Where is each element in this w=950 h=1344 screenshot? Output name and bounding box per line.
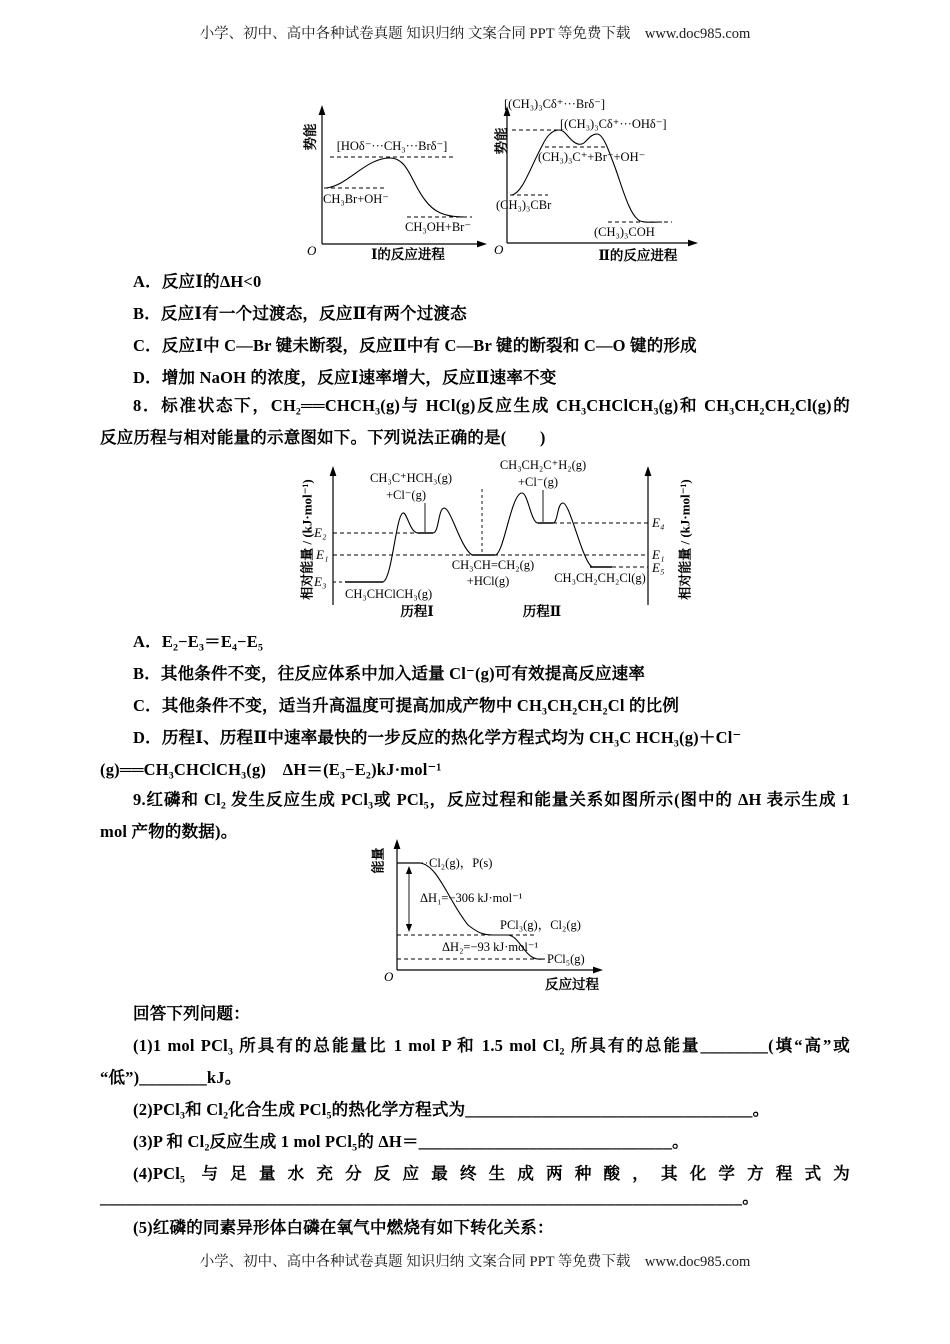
q9-stem-line2: mol 产物的数据)。	[100, 822, 238, 841]
q9-sub1-line2: “低”)________kJ。	[100, 1068, 242, 1087]
q9-answer-prompt: 回答下列问题：	[133, 1004, 250, 1023]
intermediate2-line1: CH₃CH₂C⁺H₂(g)	[499, 458, 587, 472]
dh1-arrow-down	[406, 924, 412, 932]
e2-label: E₂	[314, 525, 327, 540]
q7-option-a: A．反应Ⅰ的ΔH<0	[133, 272, 262, 291]
transition-state1-label: [(CH₃)₃Cδ⁺···Brδ⁻]	[504, 97, 606, 111]
middle-species-line1: CH₃CH=CH₂(g)	[451, 558, 535, 572]
y-arrowhead	[394, 839, 401, 849]
mid-level-label: PCl₃(g)，Cl₂(g)	[500, 918, 581, 932]
pathway2-label: 历程Ⅱ	[522, 604, 562, 619]
q8-option-b: B．其他条件不变，往反应体系中加入适量 Cl⁻(g)可有效提高反应速率	[133, 664, 646, 683]
q8-stem-line1: 8．标准状态下，CH₂══CHCH₃(g)与 HCl(g)反应生成 CH₃CHClCH₃(g)和 CH₃CH₂CH₂Cl(g)的	[133, 396, 850, 415]
dh1-arrow-up	[406, 866, 412, 874]
reaction-diagram-2	[490, 88, 705, 263]
reactants-label: (CH₃)₃CBr	[496, 198, 552, 212]
x-axis-label: Ⅱ的反应进程	[598, 248, 678, 263]
dh1-label: ΔH₁=−306 kJ·mol⁻¹	[420, 891, 523, 905]
x-arrowhead	[477, 241, 487, 248]
intermediate-label: (CH₃)₃C⁺+Br⁻+OH⁻	[538, 150, 646, 164]
q9-sub1-line1: (1)1 mol PCl₃ 所具有的总能量比 1 mol P 和 1.5 mol Cl₂ 所具有的总能量________(填“高”或	[133, 1036, 850, 1055]
q8-option-d-line2: (g)══CH₃CHClCH₃(g) ΔH＝(E₃−E₂)kJ·mol⁻¹	[100, 760, 442, 779]
q8-option-d-line1: D．历程Ⅰ、历程Ⅱ中速率最快的一步反应的热化学方程式均为 CH₃C HCH₃(g)＋Cl⁻	[133, 728, 742, 747]
top-level-label: Cl₂(g)，P(s)	[429, 856, 493, 870]
q8-left-axis-label: 相对能量 / (kJ·mol⁻¹)	[299, 479, 315, 600]
x-axis-label: Ⅰ的反应进程	[371, 247, 445, 262]
bottom-level-label: PCl₅(g)	[547, 952, 585, 966]
transition-state2-label: [(CH₃)₃Cδ⁺···OHδ⁻]	[560, 117, 667, 131]
q9-sub2: (2)PCl₃和 Cl₂化合生成 PCl₅的热化学方程式为__________________________________。	[133, 1100, 770, 1119]
product-right-label: CH₃CH₂CH₂Cl(g)	[554, 571, 646, 585]
transition-state-label: [HOδ⁻···CH₃···Brδ⁻]	[336, 139, 448, 153]
q9-sub4-blank-line: ____________________________________________________________________________。	[100, 1188, 759, 1207]
origin-label: O	[384, 969, 394, 984]
q8-option-a: A．E₂−E₃＝E₄−E₅	[133, 632, 264, 651]
x-axis-label: 反应过程	[545, 977, 599, 992]
q7-option-b: B．反应Ⅰ有一个过渡态，反应Ⅱ有两个过渡态	[133, 304, 467, 323]
pathway1-label: 历程Ⅰ	[400, 604, 434, 619]
e1-left-label: E₁	[316, 547, 329, 562]
q9-y-axis-label: 能量	[370, 847, 386, 874]
q9-sub3: (3)P 和 Cl₂反应生成 1 mol PCl₅的 ΔH＝______________________________。	[133, 1132, 689, 1151]
x-arrowhead	[593, 967, 603, 974]
intermediate2-line2: +Cl⁻(g)	[517, 475, 559, 489]
page-footer: 小学、初中、高中各种试卷真题 知识归纳 文案合同 PPT 等免费下载 www.doc985.com	[199, 1254, 751, 1270]
e1-right-label: E₁	[652, 547, 665, 562]
q7-option-c: C．反应Ⅰ中 C—Br 键未断裂，反应Ⅱ中有 C—Br 键的断裂和 C—O 键的形成	[133, 336, 697, 355]
products-label: (CH₃)₃COH	[594, 225, 655, 239]
origin-label: O	[494, 242, 504, 257]
reactants-label: CH₃Br+OH⁻	[323, 192, 389, 206]
product-left-label: CH₃CHClCH₃(g)	[345, 587, 433, 601]
diagram1-y-axis-label: 势能	[303, 123, 318, 151]
q9-energy-diagram	[330, 840, 620, 995]
q8-stem-line2: 反应历程与相对能量的示意图如下。下列说法正确的是( )	[100, 428, 546, 447]
q9-sub4: (4)PCl₅ 与足量水充分反应最终生成两种酸，其化学方程式为	[133, 1164, 850, 1183]
origin-label: O	[307, 243, 317, 258]
x-arrowhead	[688, 240, 698, 247]
products-label: CH₃OH+Br⁻	[405, 220, 471, 234]
intermediate1-line2: +Cl⁻(g)	[385, 488, 427, 502]
page-header: 小学、初中、高中各种试卷真题 知识归纳 文案合同 PPT 等免费下载 www.doc985.com	[199, 26, 751, 42]
e3-label: E₃	[314, 574, 327, 589]
e5-label: E₅	[652, 560, 665, 575]
q8-option-c: C．其他条件不变，适当升高温度可提高加成产物中 CH₃CH₂CH₂Cl 的比例	[133, 696, 680, 715]
q9-sub5: (5)红磷的同素异形体白磷在氧气中燃烧有如下转化关系：	[133, 1218, 554, 1237]
left-axis-arrowhead	[330, 466, 337, 476]
reaction-diagram-1	[293, 92, 493, 262]
right-axis-arrowhead	[645, 466, 652, 476]
q7-option-d: D．增加 NaOH 的浓度，反应Ⅰ速率增大，反应Ⅱ速率不变	[133, 368, 557, 387]
q9-stem-line1: 9.红磷和 Cl₂ 发生反应生成 PCl₃或 PCl₅，反应过程和能量关系如图所示(图中的 ΔH 表示生成 1	[133, 790, 850, 809]
dh2-label: ΔH₂=−93 kJ·mol⁻¹	[442, 940, 539, 954]
energy-curve-I	[326, 158, 465, 217]
q8-right-axis-label: 相对能量 / (kJ·mol⁻¹)	[677, 479, 693, 600]
y-arrowhead	[319, 105, 326, 115]
middle-species-line2: +HCl(g)	[466, 574, 510, 588]
diagram2-y-axis-label: 势能	[494, 127, 509, 155]
intermediate1-line1: CH₃C⁺HCH₃(g)	[370, 471, 452, 485]
q8-energy-diagram	[290, 455, 700, 625]
e4-label: E₄	[652, 515, 665, 530]
